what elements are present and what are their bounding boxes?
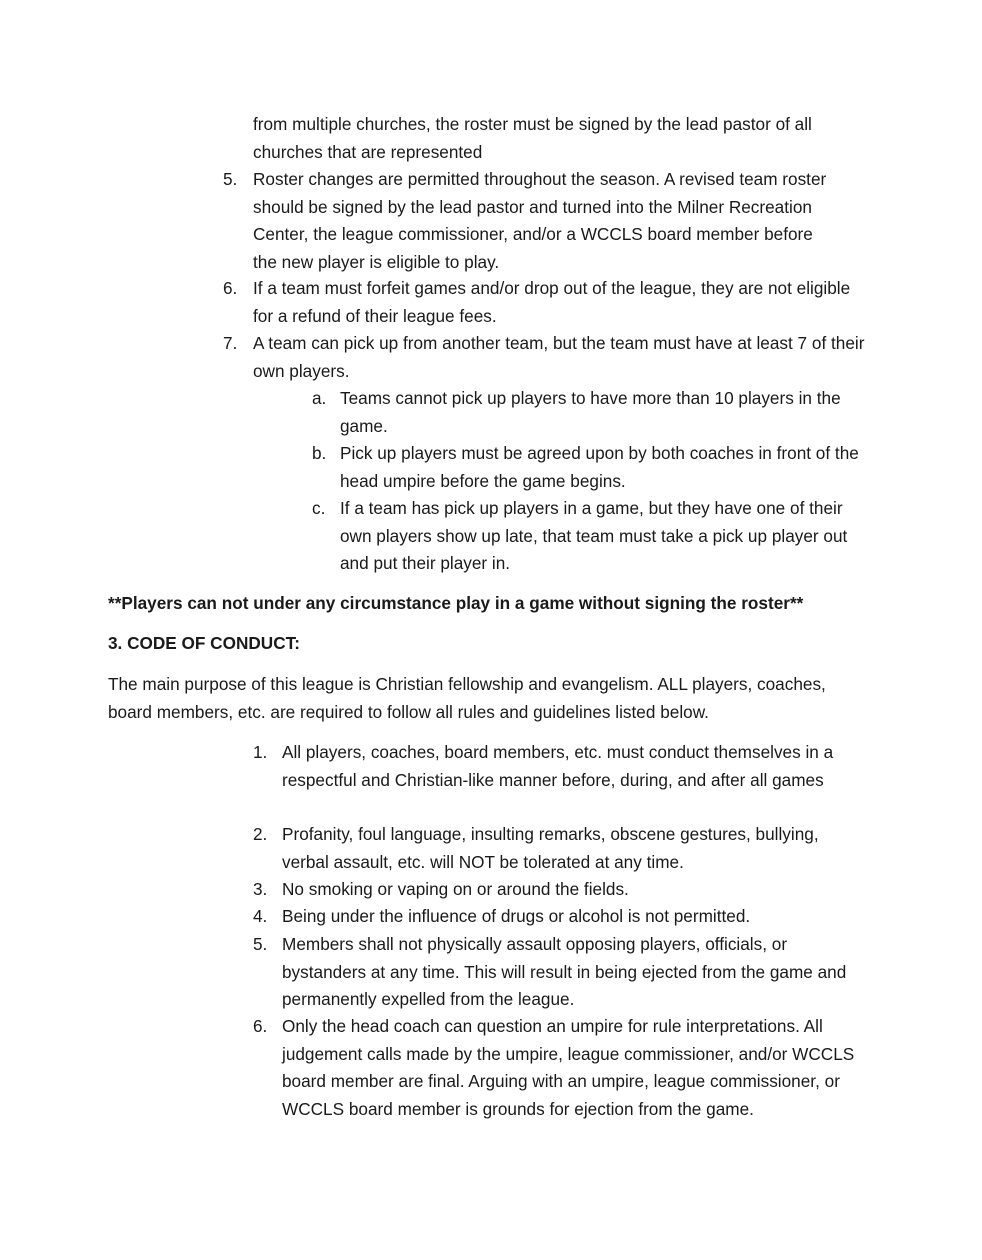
list-number: 6. (253, 1016, 268, 1036)
list-item-text: Being under the influence of drugs or alcohol is not permitted. (282, 906, 751, 926)
list-number: 3. (253, 879, 268, 899)
list-item-text: Teams cannot pick up players to have more than 10 players in the game. (340, 388, 841, 436)
list-item-text: Members shall not physically assault opposing players, officials, or bystanders at any time. This will result in being ejected from the game and permanently expelled from the league. (282, 934, 847, 1009)
list-item-text: Pick up players must be agreed upon by both coaches in front of the head umpire before the game begins. (340, 443, 859, 491)
list-number: 2. (253, 824, 268, 844)
conduct-item (253, 821, 862, 876)
list-number: 4. (253, 906, 268, 926)
list-item-text: Only the head coach can question an umpire for rule interpretations. All judgement calls made by the umpire, league commissioner, and/or WCCLS board member are final. Arguing with an umpire, league commissioner, or WCCLS board member is grounds for ejection from the game. (282, 1016, 855, 1119)
list-number: 6. (223, 278, 238, 298)
list-item-text: If a team must forfeit games and/or drop out of the league, they are not eligible for a refund of their league fees. (253, 278, 851, 326)
list-item-text: A team can pick up from another team, but the team must have at least 7 of their own players. (253, 333, 865, 381)
list-letter: b. (312, 443, 327, 463)
conduct-item (253, 1013, 872, 1123)
list-item-text: All players, coaches, board members, etc. must conduct themselves in a respectful and Christian-like manner before, during, and after all games (282, 742, 834, 790)
conduct-item (253, 739, 862, 794)
roster-item (223, 330, 868, 385)
list-item-text: If a team has pick up players in a game, but they have one of their own players show up late, that team must take a pick up player out and put their player in. (340, 498, 848, 573)
roster-item (223, 166, 833, 276)
roster-item-continuation-text: from multiple churches, the roster must be signed by the lead pastor of all churches that are represented (253, 114, 812, 162)
list-item-text: Roster changes are permitted throughout the season. A revised team roster should be signed by the lead pastor and turned into the Milner Recreation Center, the league commissioner, and/or a WCCLS board member before the new player is eligible to play. (253, 169, 827, 272)
roster-subitem (312, 495, 860, 578)
list-number: 7. (223, 333, 238, 353)
conduct-item (253, 903, 882, 931)
list-number: 5. (223, 169, 238, 189)
list-number: 1. (253, 742, 268, 762)
section-intro: The main purpose of this league is Christian fellowship and evangelism. ALL players, coaches, board members, etc. are required to follow all rules and guidelines listed below. (108, 674, 826, 722)
conduct-item (253, 931, 872, 1014)
list-letter: c. (312, 498, 326, 518)
list-item-text: Profanity, foul language, insulting remarks, obscene gestures, bullying, verbal assault, etc. will NOT be tolerated at any time. (282, 824, 819, 872)
list-letter: a. (312, 388, 327, 408)
roster-subitem (312, 385, 860, 440)
roster-notice: **Players can not under any circumstance play in a game without signing the roster** (108, 593, 804, 613)
roster-subitem (312, 440, 860, 495)
conduct-item (253, 876, 882, 904)
roster-item (223, 275, 853, 330)
roster-item-continuation (253, 111, 858, 166)
list-item-text: No smoking or vaping on or around the fields. (282, 879, 629, 899)
section-heading: 3. CODE OF CONDUCT: (108, 633, 300, 653)
list-number: 5. (253, 934, 268, 954)
